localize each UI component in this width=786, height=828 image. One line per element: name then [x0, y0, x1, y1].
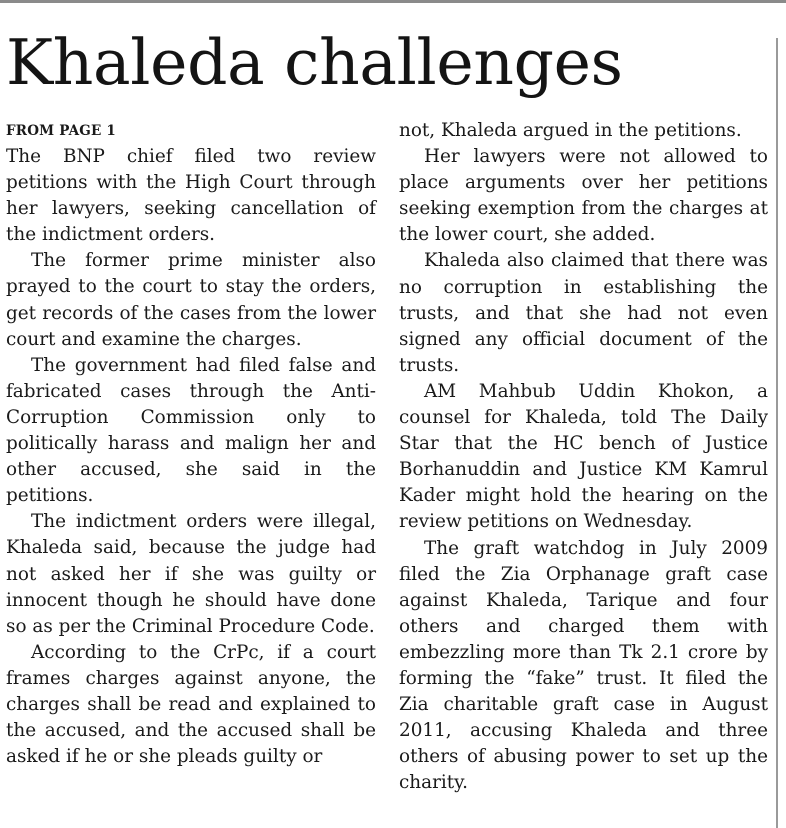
article-column-right: [399, 118, 768, 796]
paragraph: Khaleda also claimed that there was no corruption in establishing the trusts, and that she had not even signed any official document of the trusts.: [399, 250, 768, 376]
paragraph: The indictment orders were illegal, Khaleda said, because the judge had not asked her if she was guilty or innocent though he should have done so as per the Criminal Procedure Code.: [6, 511, 376, 637]
top-rule: [0, 0, 786, 3]
article-column-left: [6, 118, 376, 770]
column-rule-right: [776, 38, 778, 828]
paragraph: The former prime minister also prayed to the court to stay the orders, get records of the cases from the lower court and examine the charges.: [6, 250, 376, 350]
paragraph: According to the CrPc, if a court frames charges against anyone, the charges shall be read and explained to the accused, and the accused shall be asked if he or she pleads guilty or: [6, 641, 376, 768]
paragraph: AM Mahbub Uddin Khokon, a counsel for Khaleda, told The Daily Star that the HC bench of Justice Borhanuddin and Justice KM Kamrul Kader might hold the hearing on the review petitions on Wednesday.: [399, 380, 768, 533]
paragraph: The government had filed false and fabricated cases through the Anti-Corruption Commission only to politically harass and malign her and other accused, she said in the petitions.: [6, 354, 376, 507]
kicker: FROM PAGE 1: [6, 123, 116, 139]
paragraph: not, Khaleda argued in the petitions.: [399, 120, 742, 141]
paragraph: Her lawyers were not allowed to place arguments over her petitions seeking exemption from the charges at the lower court, she added.: [399, 146, 768, 246]
paragraph: The BNP chief filed two review petitions with the High Court through her lawyers, seeking cancellation of the indictment orders.: [6, 146, 376, 246]
paragraph: The graft watchdog in July 2009 filed the Zia Orphanage graft case against Khaleda, Tarique and four others and charged them with embezzling more than Tk 2.1 crore by forming the “fake” trust. It filed the Zia charitable graft case in August 2011, accusing Khaleda and three others of abusing power to set up the charity.: [399, 537, 768, 794]
headline: Khaleda challenges: [6, 26, 623, 99]
